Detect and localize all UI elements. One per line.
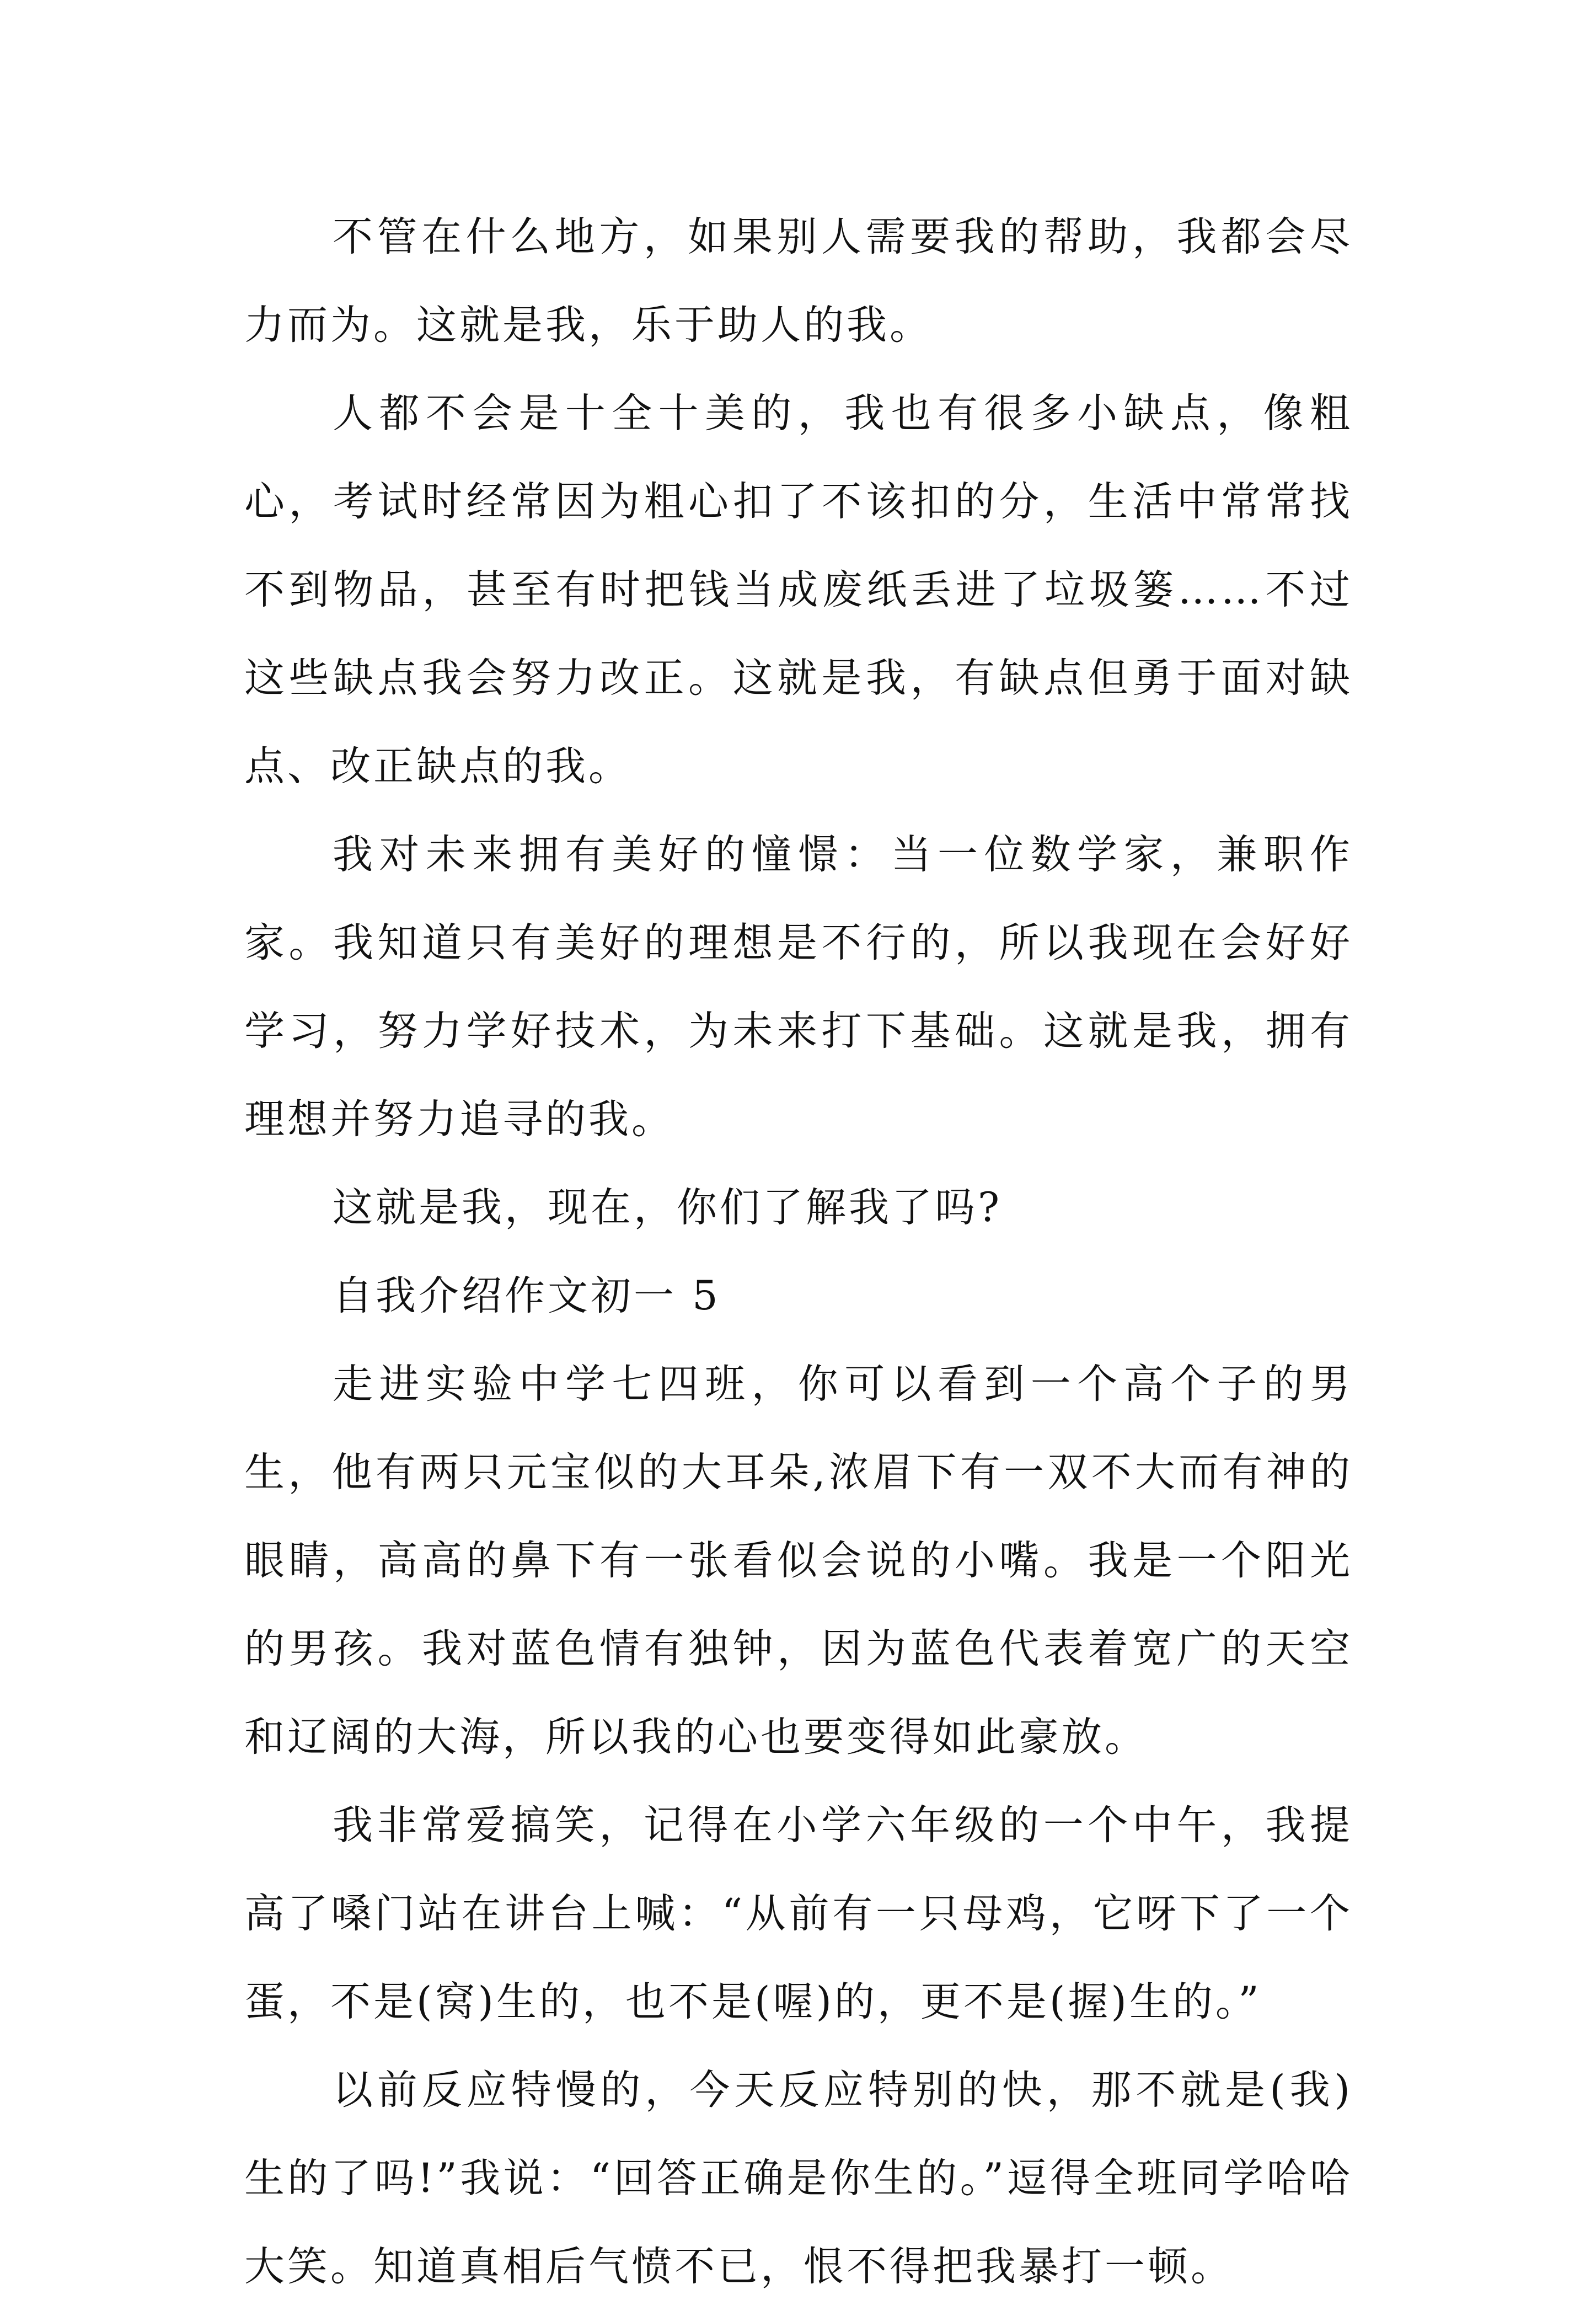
paragraph-joke-story: 我非常爱搞笑，记得在小学六年级的一个中午，我提高了嗓门站在讲台上喊：“从前有一只母鸡，它呀下了一个蛋，不是(窝)生的，也不是(喔)的，更不是(握)生的。” <box>244 1802 1353 2025</box>
paragraph-helping-others: 不管在什么地方，如果别人需要我的帮助，我都会尽力而为。这就是我，乐于助人的我。 <box>244 213 1353 349</box>
paragraph-shortcomings: 人都不会是十全十美的，我也有很多小缺点，像粗心，考试时经常因为粗心扣了不该扣的分，生活中常常找不到物品，甚至有时把钱当成废纸丢进了垃圾篓……不过这些缺点我会努力改正。这就是我，有缺点但勇于面对缺点、改正缺点的我。 <box>244 390 1353 790</box>
document-body <box>244 193 1353 2311</box>
paragraph-joke-ending: 以前反应特慢的，今天反应特别的快，那不就是(我)生的了吗!”我说：“回答正确是你生的。”逗得全班同学哈哈大笑。知道真相后气愤不已，恨不得把我暴打一顿。 <box>244 2067 1353 2290</box>
paragraph-future-dream: 我对未来拥有美好的憧憬：当一位数学家，兼职作家。我知道只有美好的理想是不行的，所以我现在会好好学习，努力学好技术，为未来打下基础。这就是我，拥有理想并努力追寻的我。 <box>244 831 1353 1143</box>
paragraph-self-description: 走进实验中学七四班，你可以看到一个高个子的男生，他有两只元宝似的大耳朵,浓眉下有一双不大而有神的眼睛，高高的鼻下有一张看似会说的小嘴。我是一个阳光的男孩。我对蓝色情有独钟，因为蓝色代表着宽广的天空和辽阔的大海，所以我的心也要变得如此豪放。 <box>244 1361 1353 1761</box>
section-title: 自我介绍作文初一 5 <box>333 1272 721 1319</box>
paragraph-closing-question: 这就是我，现在，你们了解我了吗? <box>333 1184 1003 1231</box>
